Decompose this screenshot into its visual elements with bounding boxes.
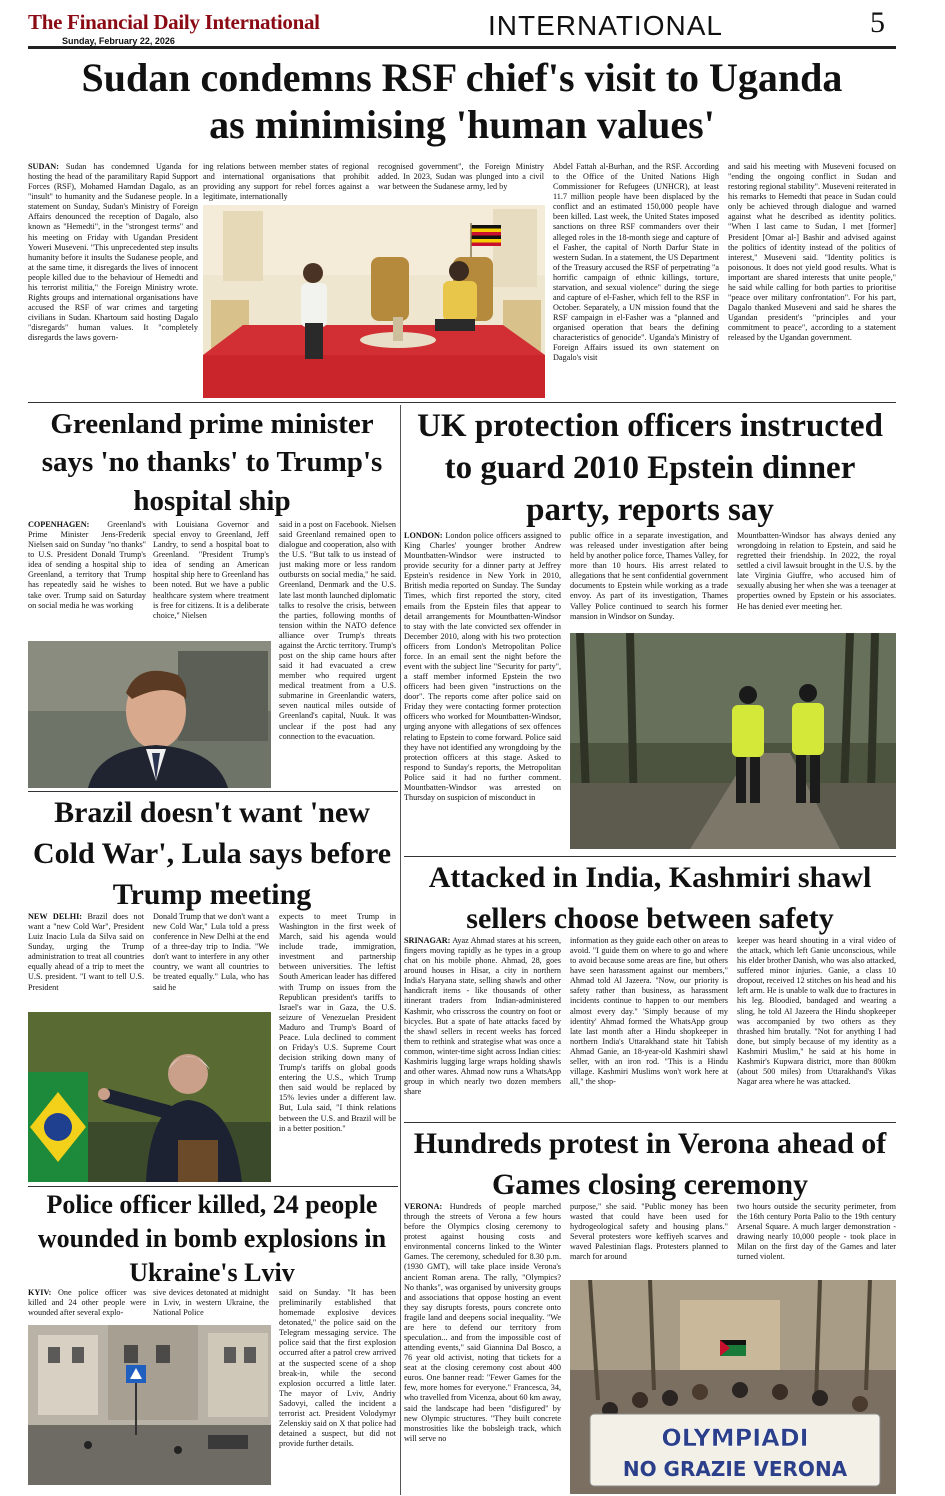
verona-body-2: purpose," she said. "Public money has been wasted that could have been used for hydrogeological safety and housing plans." Several protesters wore keffiyeh scarves and waved Palestinian flags. Protesters planned to march for around	[570, 1202, 728, 1262]
greenland-body-3: said in a post on Facebook. Nielsen said Greenland remained open to dialogue and cooperation, also with the U.S. "But talk to us instead of just making more or less random outbursts on social media," he said. Greenland, Denmark and the U.S. late last month launched diplomatic talks to resolve the crisis, between the parties, following months of tension within the NATO defence alliance over Trump's threats against the Arctic territory. Trump's post on the ship came hours after said it had evacuated a crew member who required urgent medical treatment from a U.S. submarine in Greenlandic waters, seven nautical miles outside of Greenland's capital, Nuuk. It was unclear if the post had any connection to the evacuation.	[279, 520, 396, 741]
verona-dateline: VERONA:	[404, 1202, 443, 1211]
greenland-col-1	[28, 520, 146, 640]
brazil-col-2	[153, 912, 269, 1010]
uk-body-2: public office in a separate investigation, and was released under investigation after being held by another police force, Thames Valley, for more than 10 hours. His arrest related to allegations that he sent confidential government documents to Epstein while working as a trade envoy. As part of its investigation, Thames Valley Police continued to search his former mansion in Windsor on Sunday.	[570, 531, 728, 621]
kashmir-col-1	[404, 936, 561, 1120]
brazil-flag-icon	[28, 1072, 88, 1182]
ukraine-body-1: One police officer was killed and 24 other people were wounded after several explo-	[28, 1288, 146, 1318]
uk-col-2	[570, 531, 728, 631]
brazil-col-3	[279, 912, 396, 1182]
sudan-col-3	[378, 162, 544, 202]
rule-brazil	[28, 1186, 398, 1187]
greenland-pm-photo	[28, 641, 271, 788]
uk-body-3: Mountbatten-Windsor has always denied any wrongdoing in relation to Epstein, and said he regretted their friendship. In 2022, the royal settled a civil lawsuit brought in the U.S. by the late Virginia Giuffre, who accused him of sexually abusing her when she was a teenager at properties owned by Epstein or his associates. He has denied ever meeting her.	[737, 531, 896, 611]
sudan-dateline: SUDAN:	[28, 162, 59, 171]
kashmir-col-3	[737, 936, 896, 1120]
uk-dateline: LONDON:	[404, 531, 443, 540]
verona-protest-photo	[570, 1280, 896, 1494]
greenland-col-3	[279, 520, 396, 788]
ukraine-headline: Police officer killed, 24 people wounded in bomb explosions in Ukraine's Lviv	[37, 1190, 387, 1287]
greenland-col-2	[153, 520, 269, 640]
banner-line-1: OLYMPIADI	[661, 1424, 809, 1452]
verona-col-1	[404, 1202, 561, 1494]
greenland-body-2: with Louisiana Governor and special envoy to Greenland, Jeff Landry, to send a hospital boat to Greenland. "President Trump's idea of sending an American hospital ship here to Greenland has been noted. But we have a public healthcare system where treatment is free for citizens. It is a deliberate choice," Nielsen	[153, 520, 269, 620]
ukraine-body-3: said on Sunday. "It has been preliminarily established that homemade explosive devices detonated," the police said on the Telegram messaging service. The police said that the first explosion occurred after a patrol crew arrived at the suspected scene of a shop break-in, while the second explosion occurred a little later. The mayor of Lviv, Andriy Sadovyi, called the incident a terrorist act. President Volodymyr Zelenskiy said on X that police had detained a suspect, but did not provide further details.	[279, 1288, 396, 1449]
rule-kashmir	[404, 1122, 896, 1123]
kashmir-body-2: information as they guide each other on areas to avoid. "I guide them on where to go and where to avoid because some areas are fine, but others have seen harassment against our members," Ahmad told Al Jazeera. "Now, our priority is safety rather than business, as harassment incidents continue to happen to our members almost every day." 'Simply because of my identity' Ahmad formed the WhatsApp group late last month after a Hindu shopkeeper in northern India's Uttarakhand state hit Tabish Ahmad Ganie, an 18-year-old Kashmiri shawl seller, with an iron rod. "This is a Hindu village. Kashmiri Muslims won't work here at all," the shop-	[570, 936, 728, 1087]
ukraine-lviv-photo	[28, 1325, 271, 1485]
uk-col-3	[737, 531, 896, 631]
ukraine-col-1	[28, 1288, 146, 1328]
kashmir-body-3: keeper was heard shouting in a viral video of the attack, which left Ganie unconscious, while his elder brother Danish, who was also attacked, suffered minor injuries. Ganie, a class 10 dropout, received 12 stitches on his head and his left arm. He is unable to walk due to fractures in his leg. Bloodied, bandaged and wearing a sling, he told Al Jazeera the Hindu shopkeeper was accompanied by two others as they thrashed him brutally. "Not for anything I had done, but simply because of my identity as a Kashmiri Muslim," he said at his home in Kashmir's Kupwara district, more than 800km (about 500 miles) from Uttarakhand's Vikas Nagar area where he was attacked.	[737, 936, 896, 1087]
masthead: The Financial Daily International	[28, 10, 320, 34]
kashmir-body-1: Ayaz Ahmad stares at his screen, fingers moving rapidly as he types in a group chat on his mobile phone. Ahmad, 28, goes around houses in Hisar, a city in northern India's Haryana state, selling shawls and other handicraft items - like thousands of other itinerant traders from Indian-administered Kashmir, who crisscross the country on foot or bicycles. But a spate of hate attacks faced by the shawl sellers in recent weeks has forced them to rethink and strategise what was once a common, winter-time sight across Indian cities: Kashmiris lugging large wraps holding shawls and other wares. Ahmad now runs a WhatsApp group in which nearly two dozen members share	[404, 936, 561, 1097]
sudan-body-2: ing relations between member states of regional and international organisations that prohibit providing any support for rebel forces against a legitimate, internationally	[203, 162, 369, 202]
greenland-dateline: COPENHAGEN:	[28, 520, 90, 529]
greenland-headline: Greenland prime minister says 'no thanks' to Trump's hospital ship	[41, 408, 383, 517]
sudan-body-5: and said his meeting with Museveni focused on "ending the ongoing conflict in Sudan and restoring regional stability". Museveni reiterated in his remarks to Hemedti that peace in Sudan could only be achieved through dialogue and warned against what he described as identity politics. "When I last came to Sudan, I met [former] President [Omar al-] Bashir and advised against the politics of identity instead of the politics of interest," Museveni said. "Identity politics is poisonous. It does not yield good results. What is important are shared interests that unite people," he said while calling for both parties to prioritise "peace over military confrontation". For his part, Dagalo thanked Museveni and said he shares the Ugandan president's "principles and your commitment to peace", according to a statement released by the Ugandan government.	[728, 162, 896, 343]
verona-headline: Hundreds protest in Verona ahead of Games closing ceremony	[413, 1127, 887, 1201]
verona-body-3: two hours outside the security perimeter, from the 16th century Porta Palio to the 19th century Arsenal Square. A much larger demonstration - drawing nearly 10,000 people - took place in Milan on the first day of the Games and later turned violent.	[737, 1202, 896, 1262]
brazil-body-1: Brazil does not want a "new Cold War", President Luiz Inacio Lula da Silva said on Sunday, urging the Trump administration to treat all countries equally ahead of a trip to meet the U.S. president. "I want to tell U.S. President	[28, 912, 144, 992]
brazil-body-2: Donald Trump that we don't want a new Cold War," Lula told a press conference in New Delhi at the end of a three-day trip to India. "We don't want to interfere in any other country, we want all countries to be treated equally." Lula, who has said he	[153, 912, 269, 992]
brazil-body-3: expects to meet Trump in Washington in the first week of March, said his agenda would include trade, immigration, investment and partnership between universities. The leftist South American leader has differed with Trump on issues from the Republican president's tariffs to Israel's war in Gaza, the U.S. seizure of Venezuelan President Maduro and Trump's Board of Peace. Lula declined to comment on Friday's U.S. Supreme Court decision striking down many of Trump's tariffs on global goods entering the U.S., which Trump then said would be replaced by 15% levies under a different law. But, Lula said, "I think relations between the U.S. and Brazil will be in a better position."	[279, 912, 396, 1133]
sudan-headline	[28, 54, 896, 148]
kashmir-col-2	[570, 936, 728, 1120]
kashmir-headline: Attacked in India, Kashmiri shawl sellers choose between safety	[428, 861, 872, 935]
rule-uk	[404, 856, 896, 857]
greenland-body-1: Greenland's Prime Minister Jens-Frederik Nielsen said on Sunday "no thanks" to U.S. President Donald Trump's idea of sending a hospital ship to Greenland, a territory that Trump has repeatedly said he wishes to take over. Trump said on Saturday on social media he was working	[28, 520, 146, 610]
brazil-dateline: NEW DELHI:	[28, 912, 83, 921]
sudan-col-1	[28, 162, 198, 398]
sudan-col-2	[203, 162, 369, 202]
rule-greenland	[28, 791, 398, 792]
vertical-rule	[400, 405, 401, 1495]
uk-body-1: London police officers assigned to King Charles' younger brother Andrew Mountbatten-Windsor were instructed to provide security for a dinner party at Jeffrey Epstein's residence in New York in 2010, British media reported on Sunday. The Sunday Times, which first reported the story, cited emails from the Epstein files that appear to detail arrangements for Mountbatten-Windsor to stay with the late convicted sex offender in December 2010, along with his two protection officers from London's Metropolitan Police force. In an email sent the night before the event with the subject line "Security for party", a staff member informed Epstein the two officers had been given "instructions on the door". The reports come after police said on Friday they were contacting former protection officers who worked for Mountbatten-Windsor, urging anyone with allegations of sex offences relating to Epstein to come forward. Police said they have not identified any wrongdoing by the protection officers at this stage. Asked to respond to Sunday's reports, the Metropolitan Police said it had no further comment. Mountbatten-Windsor was arrested on Thursday on suspicion of misconduct in	[404, 531, 561, 803]
kashmir-dateline: SRINAGAR:	[404, 936, 451, 945]
sudan-body-1: Sudan has condemned Uganda for hosting the head of the paramilitary Rapid Support Forces (RSF), Mohamed Hamdan Dagalo, as an "insult" to humanity and the Sudanese people. In a statement on Sunday, Sudan's Ministry of Foreign Affairs denounced the reception of Dagalo, also known as "Hemedti", in the "strongest terms" and his meeting on Friday with Ugandan President Yoweri Museveni. "This unprecedented step insults humanity before it insults the Sudanese people, and at the same time, it disregards the lives of innocent people killed due to the behaviour of Hemedti and his terrorist militia," the Foreign Ministry wrote. Rights groups and international organisations have accused the RSF of war crimes and targeting civilians in Sudan. Khartoum said hosting Dagalo "disregards" human values. It "completely disregards the laws govern-	[28, 162, 198, 343]
uk-police-photo	[570, 633, 896, 849]
uk-col-1	[404, 531, 561, 849]
verona-body-1: Hundreds of people marched through the streets of Verona a few hours before the Olympics closing ceremony to protest against housing costs and environmental concerns linked to the Winter Games. The ceremony, scheduled for 8.30 p.m. (1930 GMT), will take place inside Verona's ancient Roman arena. The rally, "Olympics? No thanks", was organised by university groups and associations that oppose hosting an event they say disrupts forests, pours concrete onto fragile land and deepens social inequality. "We are here to defend our territory from speculation... and from the impossible cost of attending events," said Giannina Dal Bosco, a 76 year old activist, noting that tickets for a seat at the closing ceremony cost about 400 euros. One banner read: "Fewer Games for the few, more homes for everyone." Francesca, 34, who travelled from Vicenza, about 60 km away, said the landscape had been "disfigured" by new Olympic structures. "They built concrete monstrosities like the bobsleigh track, which will serve no	[404, 1202, 561, 1443]
rule-sudan	[28, 402, 896, 403]
ukraine-body-2: sive devices detonated at midnight in Lviv, in western Ukraine, the National Police	[153, 1288, 269, 1318]
sudan-body-3: recognised government", the Foreign Ministry added. In 2023, Sudan was plunged into a civil war between the Sudanese army, led by	[378, 162, 544, 192]
section-title: INTERNATIONAL	[488, 10, 723, 41]
ukraine-dateline: KYIV:	[28, 1288, 52, 1297]
brazil-col-1	[28, 912, 144, 1010]
sudan-col-5	[728, 162, 896, 398]
sudan-headline-line2: as minimising 'human values'	[209, 102, 715, 148]
uk-headline: UK protection officers instructed to guard 2010 Epstein dinner party, reports say	[417, 408, 883, 529]
ukraine-col-2	[153, 1288, 269, 1328]
verona-col-2	[570, 1202, 728, 1276]
sudan-col-4	[553, 162, 719, 398]
sudan-body-4: Abdel Fattah al-Burhan, and the RSF. According to the Office of the United Nations High Commissioner for Refugees (UNHCR), at least 11.7 million people have been displaced by the conflict and an estimated 150,000 people have been killed. Last week, the United States imposed sanctions on three RSF commanders over their alleged roles in the 18-month siege and capture of el Fasher, the capital of North Darfur State in western Sudan. In a statement, the US Department of the Treasury accused the RSF of perpetrating "a horrific campaign of ethnic killings, torture, starvation, and sexual violence" during the siege and capture of el-Fasher, which fell to the RSF in October. Separately, a UN mission found that the RSF campaign in el-Fasher was a "planned and organised operation that bears the defining characteristics of genocide". Uganda's Ministry of Foreign Affairs issued its own statement on Dagalo's visit	[553, 162, 719, 363]
brazil-headline: Brazil doesn't want 'new Cold War', Lula says before Trump meeting	[32, 796, 392, 911]
issue-date: Sunday, February 22, 2026	[62, 36, 175, 46]
sudan-meeting-photo	[203, 205, 545, 398]
page-number: 5	[870, 6, 885, 39]
banner-line-2: NO GRAZIE VERONA	[622, 1457, 848, 1481]
sudan-headline-line1: Sudan condemns RSF chief's visit to Uganda	[81, 55, 843, 100]
brazil-lula-photo	[28, 1012, 271, 1182]
verona-col-3	[737, 1202, 896, 1276]
header-rule	[28, 46, 896, 49]
ukraine-col-3	[279, 1288, 396, 1484]
